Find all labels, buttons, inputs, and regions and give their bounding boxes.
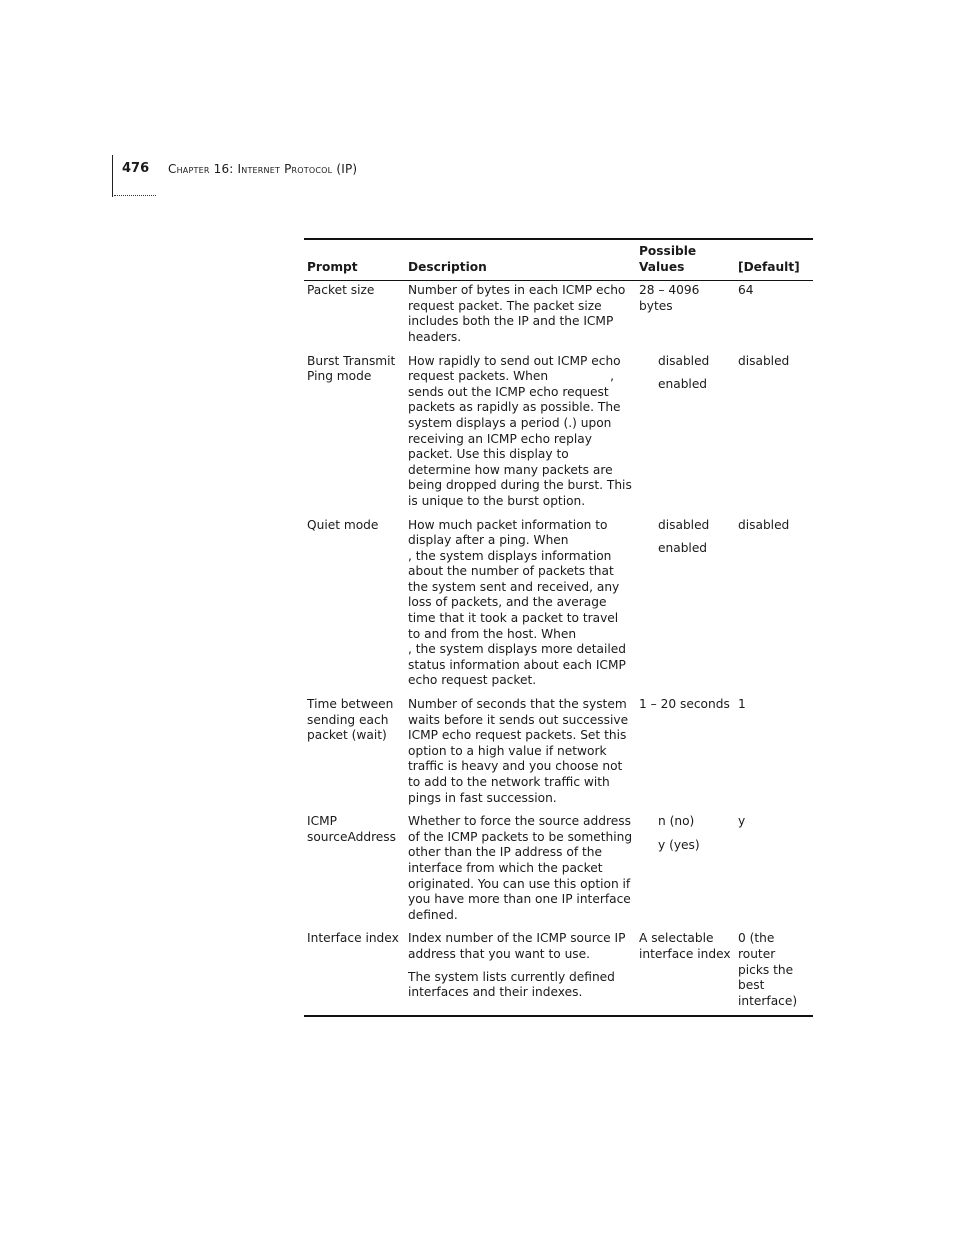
column-header-prompt: Prompt: [307, 259, 358, 274]
cell-description: [405, 806, 636, 923]
column-header-possible-values: Possible Values: [639, 244, 697, 274]
table-header-row: [304, 239, 813, 281]
cell-prompt: ICMP sourceAddress: [307, 814, 397, 844]
header-dotted-rule: [114, 195, 156, 198]
cell-prompt: Interface index: [307, 931, 399, 946]
possible-values-text: 1 – 20 seconds: [639, 697, 730, 712]
option-item: disabled: [658, 353, 710, 368]
table-row: [304, 281, 813, 346]
table-row: [304, 923, 813, 1016]
option-item: y (yes): [658, 837, 700, 852]
column-header-default: [Default]: [738, 259, 800, 274]
cell-description: [405, 281, 636, 346]
cell-prompt: Time between sending each packet (wait): [307, 697, 394, 743]
option-list: [639, 354, 732, 393]
cell-default: 1: [738, 697, 746, 712]
cell-default: 64: [738, 283, 754, 298]
table-row: [304, 510, 813, 690]
cell-possible-values: [636, 346, 735, 510]
option-item: n (no): [658, 814, 695, 829]
column-header-description: Description: [408, 259, 487, 274]
cell-prompt: Packet size: [307, 283, 375, 298]
cell-default: disabled: [738, 517, 790, 532]
table-row: [304, 689, 813, 806]
cell-possible-values: [636, 923, 735, 1016]
chapter-title: Chapter 16: Internet Protocol (IP): [168, 162, 358, 176]
description-paragraph: How much packet information to display after a ping. When , the system displays information about the number of packets that the system sent and received, any loss of packets, and the average time that it took a packet to travel to and from the host. When , the system displays more detailed status information about each ICMP echo request packet.: [408, 517, 639, 688]
cell-possible-values: [636, 689, 735, 806]
description-paragraph: Index number of the ICMP source IP address that you want to use.: [408, 931, 630, 961]
cell-description: [405, 923, 636, 1016]
cell-default: y: [738, 814, 746, 829]
possible-values-text: A selectable interface index: [639, 931, 731, 961]
option-item: enabled: [658, 541, 708, 556]
cell-prompt: Quiet mode: [307, 517, 379, 532]
cell-description: [405, 510, 639, 690]
page-header: [112, 155, 512, 199]
description-paragraph: Number of bytes in each ICMP echo request packet. The packet size includes both the IP and the ICMP headers.: [408, 283, 630, 344]
table-body: [304, 281, 813, 1017]
table-row: [304, 806, 813, 923]
cell-default: disabled: [738, 353, 790, 368]
description-paragraph: Whether to force the source address of the ICMP packets to be something other than the IP address of the interface from which the packet originated. You can use this option if you have more than one IP interface defined.: [408, 814, 636, 922]
option-list: [639, 814, 732, 853]
option-item: disabled: [658, 517, 710, 532]
table-row: [304, 346, 813, 510]
possible-values-text: 28 – 4096 bytes: [639, 283, 700, 313]
description-paragraph: How rapidly to send out ICMP echo request packets. When , sends out the ICMP echo request packets as rapidly as possible. The system displays a period (.) upon receiving an ICMP echo replay packet. Use this display to determine how many packets are being dropped during the burst. This is unique to the burst option.: [408, 353, 636, 508]
cell-possible-values: [636, 281, 735, 346]
parameter-table: [304, 238, 813, 1017]
cell-default: 0 (the router picks the best interface): [738, 931, 798, 1008]
cell-description: [405, 346, 636, 510]
page-number: 476: [122, 161, 150, 176]
cell-prompt: Burst Transmit Ping mode: [307, 353, 396, 384]
cell-description: [405, 689, 636, 806]
description-paragraph: Number of seconds that the system waits before it sends out successive ICMP echo request packets. Set this option to a high value if network traffic is heavy and you choose not to add to the network traffic with pings in fast succession.: [408, 697, 632, 805]
header-rule: [112, 155, 113, 197]
cell-possible-values: [636, 510, 735, 690]
option-list: [639, 518, 732, 557]
option-item: enabled: [658, 377, 708, 392]
cell-possible-values: [636, 806, 735, 923]
description-paragraph: The system lists currently defined interfaces and their indexes.: [408, 969, 619, 1000]
